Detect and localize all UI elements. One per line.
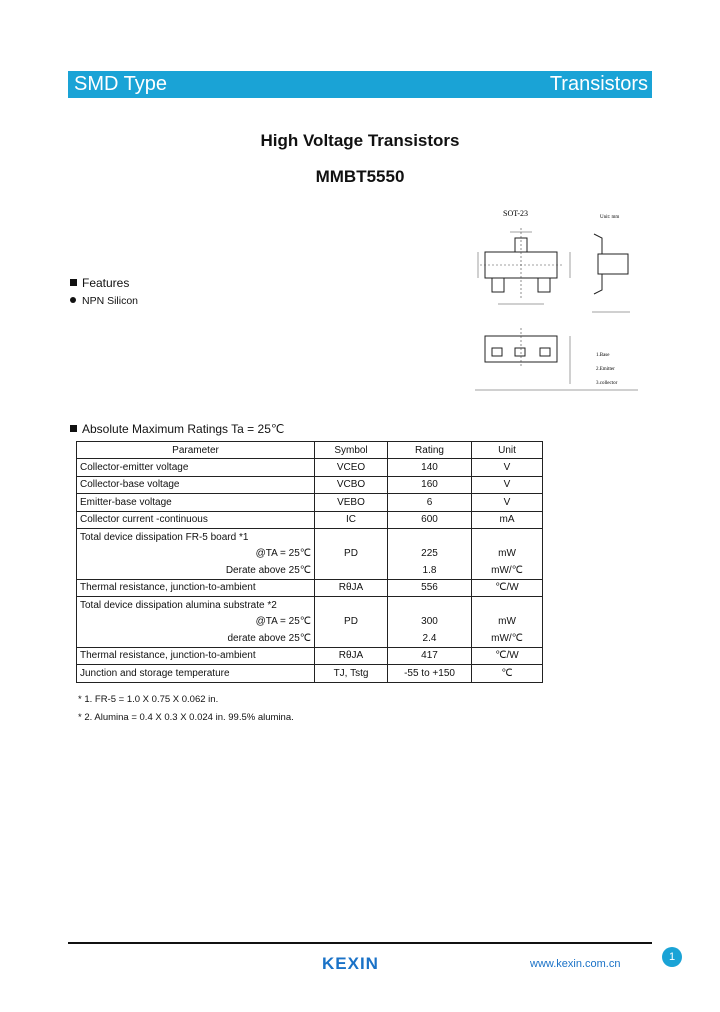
cell-rating: 556 xyxy=(388,579,472,597)
cell-rating: 600 xyxy=(388,511,472,529)
header-left: SMD Type xyxy=(74,73,167,95)
cell-symbol: VEBO xyxy=(315,494,388,512)
table-row xyxy=(77,579,543,597)
cell-unit: ℃/W xyxy=(472,647,543,665)
cell-symbol: TJ, Tstg xyxy=(315,665,388,683)
cell-unit: mW xyxy=(472,614,543,631)
cell-rating xyxy=(388,529,472,546)
table-row xyxy=(77,665,543,683)
header-right: Transistors xyxy=(549,73,648,95)
header-symbol: Symbol xyxy=(315,442,388,459)
table-row xyxy=(77,459,543,477)
page-title: High Voltage Transistors xyxy=(260,131,460,150)
header-parameter: Parameter xyxy=(77,442,315,459)
ratings-table xyxy=(76,441,543,683)
cell-rating: 6 xyxy=(388,494,472,512)
cell-unit: V xyxy=(472,494,543,512)
cell-param: Derate above 25℃ xyxy=(77,562,315,579)
header-rating: Rating xyxy=(388,442,472,459)
table-row xyxy=(77,529,543,546)
cell-rating: 2.4 xyxy=(388,630,472,647)
part-number: MMBT5550 xyxy=(315,167,405,186)
cell-unit: mW/℃ xyxy=(472,630,543,647)
pin-1-label: 1.Base xyxy=(596,353,610,358)
cell-param: Emitter-base voltage xyxy=(77,494,315,512)
bullet-square-icon xyxy=(70,279,77,286)
package-label: SOT-23 xyxy=(503,209,529,218)
cell-param: @TA = 25℃ xyxy=(77,546,315,563)
cell-rating: 417 xyxy=(388,647,472,665)
table-row xyxy=(77,647,543,665)
bullet-square-icon xyxy=(70,425,77,432)
cell-rating: 140 xyxy=(388,459,472,477)
cell-symbol: IC xyxy=(315,511,388,529)
feature-item: NPN Silicon xyxy=(70,295,138,307)
cell-unit: V xyxy=(472,476,543,494)
cell-unit: mW/℃ xyxy=(472,562,543,579)
cell-symbol: PD xyxy=(315,529,388,580)
cell-param: Thermal resistance, junction-to-ambient xyxy=(77,579,315,597)
cell-rating xyxy=(388,597,472,614)
cell-rating: -55 to +150 xyxy=(388,665,472,683)
bullet-dot-icon xyxy=(70,297,76,303)
table-row xyxy=(77,546,543,563)
package-outline-diagram xyxy=(470,208,642,392)
cell-param: Collector current -continuous xyxy=(77,511,315,529)
cell-rating: 300 xyxy=(388,614,472,631)
table-row xyxy=(77,614,543,631)
pin-2-label: 2.Emitter xyxy=(596,367,615,372)
cell-param: Total device dissipation alumina substrate *2 xyxy=(77,597,315,614)
footnote-1: * 1. FR-5 = 1.0 X 0.75 X 0.062 in. xyxy=(78,694,219,705)
table-row xyxy=(77,597,543,614)
cell-unit: ℃ xyxy=(472,665,543,683)
cell-param: Total device dissipation FR-5 board *1 xyxy=(77,529,315,546)
cell-unit: mA xyxy=(472,511,543,529)
cell-param: derate above 25℃ xyxy=(77,630,315,647)
cell-unit xyxy=(472,597,543,614)
features-heading: Features xyxy=(70,276,129,290)
website-link[interactable]: www.kexin.com.cn xyxy=(530,958,621,970)
table-row xyxy=(77,511,543,529)
header-unit: Unit xyxy=(472,442,543,459)
footer-divider xyxy=(68,942,652,944)
cell-unit xyxy=(472,529,543,546)
cell-symbol: PD xyxy=(315,597,388,648)
header-banner xyxy=(68,71,652,98)
table-row xyxy=(77,494,543,512)
cell-param: Collector-emitter voltage xyxy=(77,459,315,477)
kexin-logo: KEXIN xyxy=(322,954,379,973)
unit-label: Unit: mm xyxy=(600,215,620,220)
ratings-heading: Absolute Maximum Ratings Ta = 25℃ xyxy=(70,422,284,436)
cell-symbol: RθJA xyxy=(315,647,388,665)
cell-param: Junction and storage temperature xyxy=(77,665,315,683)
cell-unit: mW xyxy=(472,546,543,563)
table-header-row xyxy=(77,442,543,459)
cell-rating: 1.8 xyxy=(388,562,472,579)
page-number-badge: 1 xyxy=(662,947,682,967)
pin-3-label: 3.collector xyxy=(596,381,618,386)
cell-unit: V xyxy=(472,459,543,477)
cell-symbol: VCEO xyxy=(315,459,388,477)
cell-symbol: RθJA xyxy=(315,579,388,597)
cell-param: @TA = 25℃ xyxy=(77,614,315,631)
cell-rating: 225 xyxy=(388,546,472,563)
table-row xyxy=(77,630,543,647)
cell-param: Thermal resistance, junction-to-ambient xyxy=(77,647,315,665)
cell-param: Collector-base voltage xyxy=(77,476,315,494)
table-row xyxy=(77,562,543,579)
cell-symbol: VCBO xyxy=(315,476,388,494)
cell-unit: ℃/W xyxy=(472,579,543,597)
table-row xyxy=(77,476,543,494)
footnote-2: * 2. Alumina = 0.4 X 0.3 X 0.024 in. 99.5% alumina. xyxy=(78,712,294,723)
cell-rating: 160 xyxy=(388,476,472,494)
